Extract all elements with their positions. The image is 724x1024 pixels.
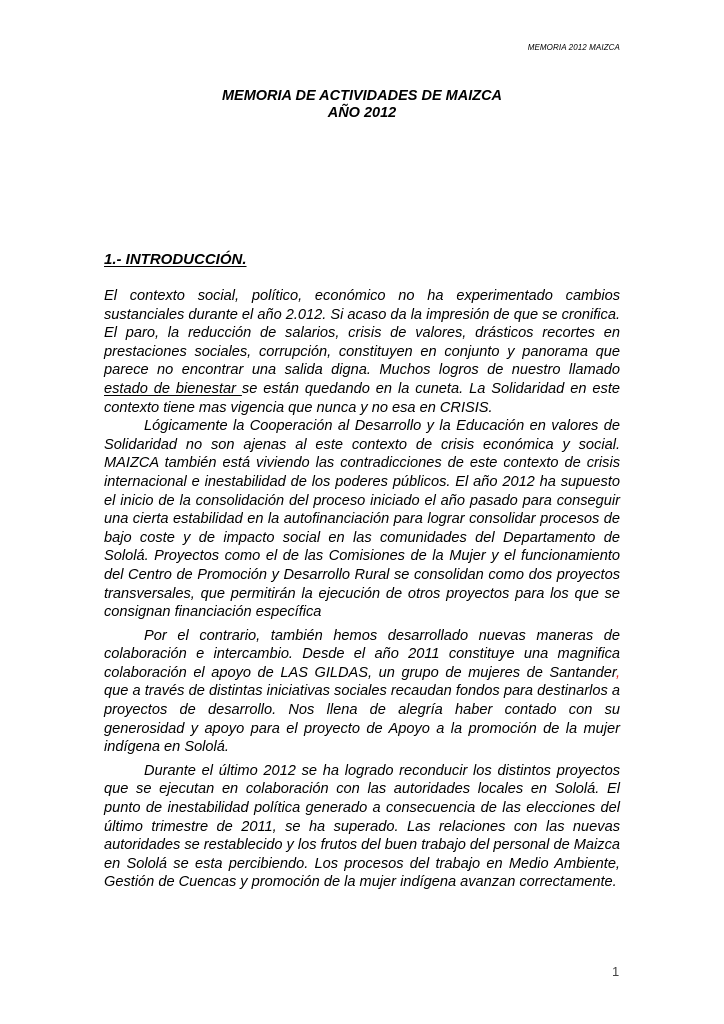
running-header: MEMORIA 2012 MAIZCA [527, 43, 620, 52]
paragraph-2: Lógicamente la Cooperación al Desarrollo y la Educación en valores de Solidaridad no son ajenas al este contexto de crisis económica y social. MAIZCA también está viviendo las contradicciones de este contexto de crisis internacional e inestabilidad de los poderes públicos. El año 2012 ha supuesto el inicio de la consolidación del proceso iniciado el año pasado para conseguir una cierta estabilidad en la autofinanciación para lograr consolidar procesos de bajo coste y de impacto social en las comunidades del Departamento de Sololá. Proyectos como el de las Comisiones de la Mujer y el funcionamiento del Centro de Promoción y Desarrollo Rural se consolidan como dos proyectos transversales, que permitirán la ejecución de otros proyectos para los que se consignan financiación específica [104, 418, 620, 621]
document-title [104, 88, 620, 122]
paragraph-3 [104, 627, 620, 757]
red-comma: , [615, 664, 620, 681]
paragraph-3-text-b: que a través de distintas iniciativas sociales recaudan fondos para destinarlos a proyectos de desarrollo. Nos llena de alegría haber contado con su generosidad y apoyo para el proyecto de Apoyo a la promoción de la mujer indígena en Sololá. [104, 683, 620, 756]
section-heading: 1.- INTRODUCCIÓN. [104, 251, 247, 268]
paragraph-4: Durante el último 2012 se ha logrado reconducir los distintos proyectos que se ejecutan en colaboración con las autoridades locales en Sololá. El punto de inestabilidad política generado a consecuencia de las elecciones del último trimestre de 2011, se ha superado. Las relaciones con las nuevas autoridades se restablecido y los frutos del buen trabajo del personal de Maizca en Sololá se esta percibiendo. Los procesos del trabajo en Medio Ambiente, Gestión de Cuencas y promoción de la mujer indígena avanzan correctamente. [104, 762, 620, 891]
paragraph-1-text-a: El contexto social, político, económico no ha experimentado cambios sustanciales durante el año 2.012. Si acaso da la impresión de que se cronifica. El paro, la reducción de salarios, crisis de valores, drásticos recortes en prestaciones sociales, corrupción, constituyen en conjunto y panorama que parece no encontrar una salida digna. Muchos logros de nuestro llamado [104, 288, 620, 379]
title-line-1: MEMORIA DE ACTIVIDADES DE MAIZCA [221, 88, 503, 104]
paragraph-3-text-a: Por el contrario, también hemos desarrollado nuevas maneras de colaboración e intercambio. Desde el año 2011 constituye una magnifica colaboración el apoyo de LAS GILDAS, un grupo de mujeres de Santander [104, 627, 620, 681]
title-line-2: AÑO 2012 [327, 105, 397, 121]
body-text [104, 287, 620, 892]
paragraph-1-text-b: se están quedando en la cuneta. La Solidaridad en este contexto tiene mas vigencia que nunca y no esa en CRISIS. [104, 380, 620, 416]
page-number: 1 [612, 964, 620, 979]
underlined-phrase: estado de bienestar [104, 380, 242, 397]
paragraph-1 [104, 287, 620, 417]
